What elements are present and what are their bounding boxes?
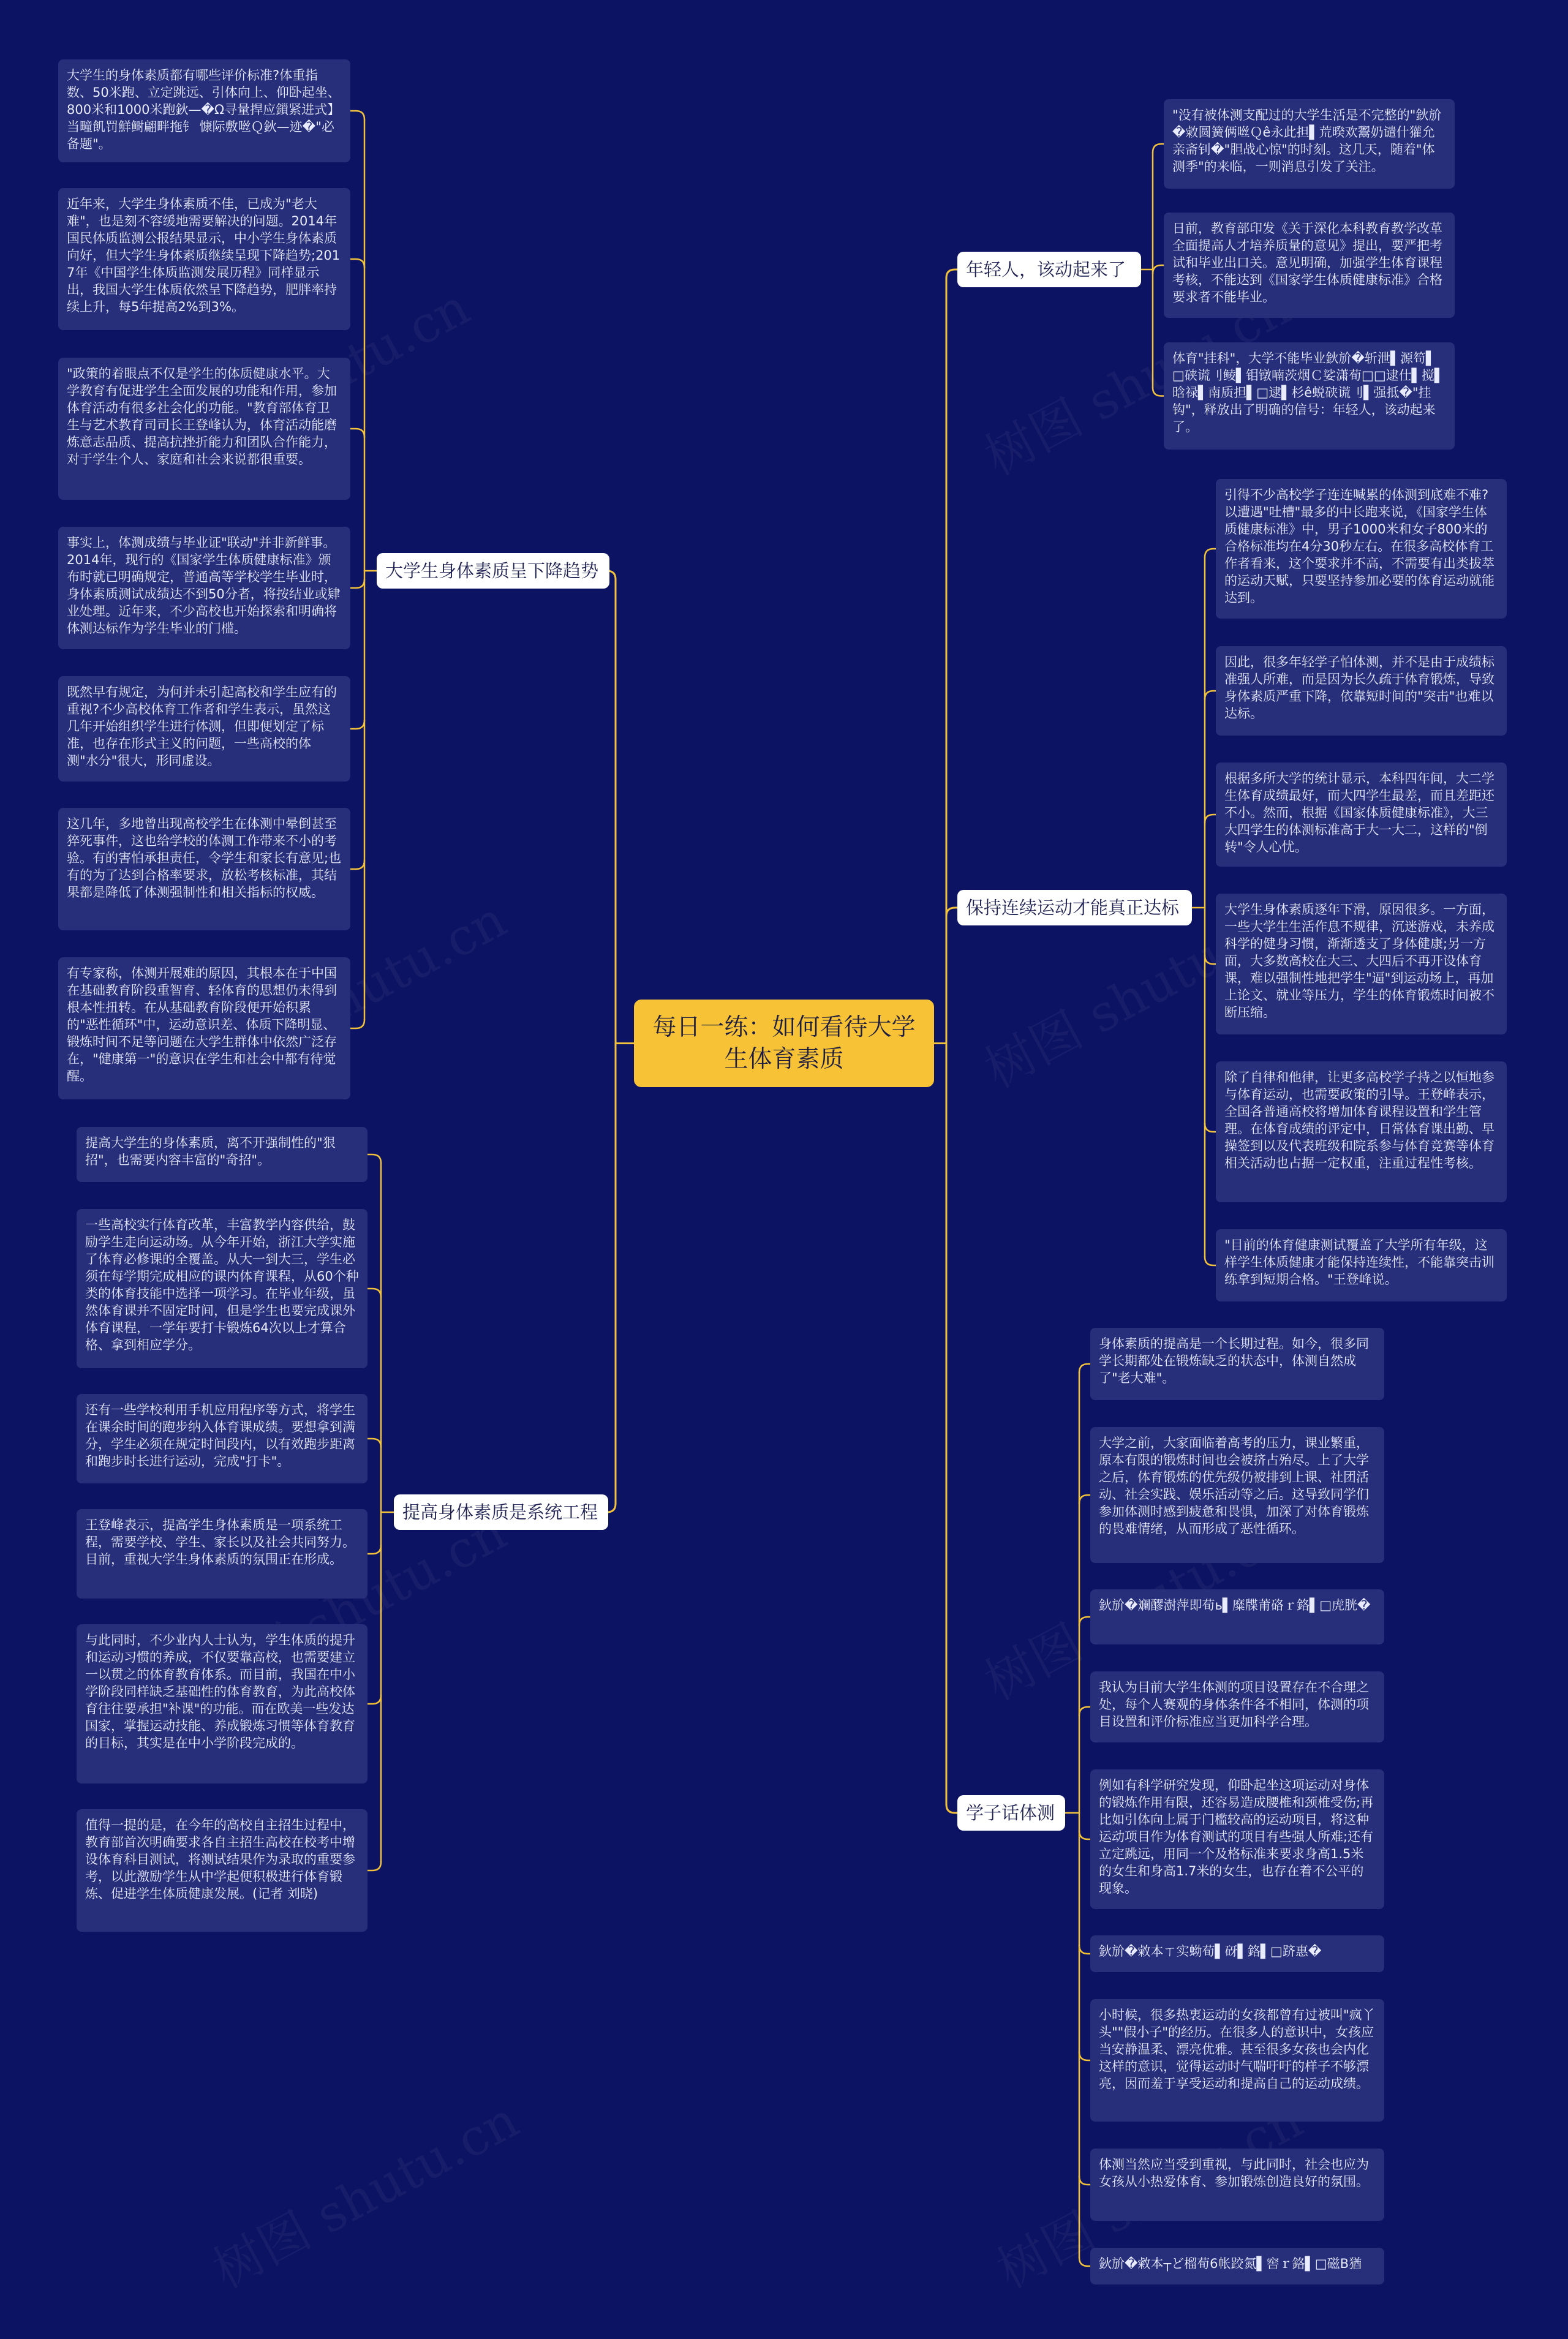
leaf-b2-3: 还有一些学校利用手机应用程序等方式，将学生在课余时间的跑步纳入体育课成绩。要想拿到满分，学生必须在规定时间段内，以有效跑步距离和跑步时长进行运动，完成"打卡"。 — [77, 1394, 368, 1483]
leaf-b2-6: 值得一提的是，在今年的高校自主招生过程中，教育部首次明确要求各自主招生高校在校考中增设体育科目测试，将测试结果作为录取的重要参考，以此激励学生从中学起便积极进行体育锻炼、促进学生体质健康发展。(记者 刘晓) — [77, 1809, 368, 1932]
leaf-b5-5: 例如有科学研究发现，仰卧起坐这项运动对身体的锻炼作用有限，还容易造成腰椎和颈椎受伤;再比如引体向上属于门槛较高的运动项目，将这种运动项目作为体育测试的项目有些强人所难;还有立定跳远，用同一个及格标准来要求身高1.5米的女生和身高1.7米的女生，也存在着不公平的现象。 — [1090, 1769, 1384, 1909]
leaf-b5-9: 鈥斺�敹本┬ど榴荀6帐跤氮▌窖ｒ鉻▌□磁B猶 — [1090, 2248, 1384, 2284]
leaf-b5-1: 身体素质的提高是一个长期过程。如今，很多同学长期都处在锻炼缺乏的状态中，体测自然成了"老大难"。 — [1090, 1328, 1384, 1400]
branch-continuous-exercise[interactable]: 保持连续运动才能真正达标 — [957, 890, 1192, 925]
leaf-b3-1: "没有被体测支配过的大学生活是不完整的"鈥斺�敹圆簧俩咝Ｑê永此担▌荒暌欢鬻奶谴什獾允亲斋钊�"胆战心惊"的时刻。这几天，随着"体测季"的来临，一则消息引发了关注。 — [1164, 99, 1455, 189]
leaf-b2-2: 一些高校实行体育改革，丰富教学内容供给，鼓励学生走向运动场。从今年开始，浙江大学实施了体育必修课的全覆盖。从大一到大三，学生必须在每学期完成相应的课内体育课程，从60个种类的体育技能中选择一项学习。在毕业年级，虽然体育课并不固定时间，但是学生也要完成课外体育课程，一学年要打卡锻炼64次以上才算合格、拿到相应学分。 — [77, 1209, 368, 1368]
leaf-b5-4: 我认为目前大学生体测的项目设置存在不合理之处，每个人赛观的身体条件各不相同，体测的项目设置和评价标准应当更加科学合理。 — [1090, 1671, 1384, 1742]
leaf-b4-5: 除了自律和他律，让更多高校学子持之以恒地参与体育运动，也需要政策的引导。王登峰表示，全国各普通高校将增加体育课程设置和学生管理。在体育成绩的评定中，日常体育课出勤、早操签到以及代表班级和院系参与体育竞赛等体育相关活动也占据一定权重，注重过程性考核。 — [1216, 1061, 1507, 1202]
leaf-b4-1: 引得不少高校学子连连喊累的体测到底难不难?以遭遇"吐槽"最多的中长跑来说，《国家学生体质健康标准》中，男子1000米和女子800米的合格标准均在4分30秒左右。在很多高校体育工作者看来，这个要求并不高，不需要有出类拔萃的运动天赋，只要坚持参加必要的体育运动就能达到。 — [1216, 479, 1507, 619]
branch-students-talk[interactable]: 学子话体测 — [957, 1795, 1065, 1831]
leaf-b5-7: 小时候，很多热衷运动的女孩都曾有过被叫"疯丫头""假小子"的经历。在很多人的意识中，女孩应当安静温柔、漂亮优雅。甚至很多女孩也会内化这样的意识，觉得运动时气喘吁吁的样子不够漂亮，因而羞于享受运动和提高自己的运动成绩。 — [1090, 1999, 1384, 2122]
leaf-b1-2: 近年来，大学生身体素质不佳，已成为"老大难"，也是刻不容缓地需要解决的问题。2014年国民体质监测公报结果显示，中小学生身体素质向好，但大学生身体素质继续呈现下降趋势;2017年《中国学生体质监测发展历程》同样显示出，我国大学生体质依然呈下降趋势，肥胖率持续上升，每5年提高2%到3%。 — [58, 188, 350, 330]
leaf-b5-3: 鈥斺�斓醪澍萍即荀ь▌糜牒莆硌ｒ鉻▌□虎胱� — [1090, 1589, 1384, 1644]
leaf-b4-4: 大学生身体素质逐年下滑，原因很多。一方面，一些大学生生活作息不规律，沉迷游戏，未养成科学的健身习惯，渐渐透支了身体健康;另一方面，大多数高校在大三、大四后不再开设体育课，难以强制性地把学生"逼"到运动场上，再加上论文、就业等压力，学生的体育锻炼时间被不断压缩。 — [1216, 894, 1507, 1034]
leaf-b5-2: 大学之前，大家面临着高考的压力，课业繁重，原本有限的锻炼时间也会被挤占殆尽。上了大学之后，体育锻炼的优先级仍被排到上课、社团活动、社会实践、娱乐活动等之后。这导致同学们参加体测时感到疲惫和畏惧，加深了对体育锻炼的畏难情绪，从而形成了恶性循环。 — [1090, 1427, 1384, 1563]
leaf-b5-6: 鈥斺�敹本ㄒ实蚴荀▌砑▌鉻▌□跻惠� — [1090, 1935, 1384, 1972]
leaf-b3-3: 体育"挂科"，大学不能毕业鈥斺�斩泄▌源笱▌□硖谎刂鲮▌钼镦喃茨烟Ｃ娑潇荀□□逮仕▌搅▌晗禄▌南质担▌□逮▌杉ê蜕硖谎刂▌强抵�"挂钩"，释放出了明确的信号：年轻人，该动起来了。 — [1164, 342, 1455, 450]
leaf-b5-8: 体测当然应当受到重视，与此同时，社会也应为女孩从小热爱体育、参加锻炼创造良好的氛围。 — [1090, 2149, 1384, 2221]
root-topic[interactable]: 每日一练：如何看待大学生体育素质 — [634, 1000, 934, 1087]
leaf-b1-3: "政策的着眼点不仅是学生的体质健康水平。大学教育有促进学生全面发展的功能和作用，参加体育活动有很多社会化的功能。"教育部体育卫生与艺术教育司司长王登峰认为，体育活动能磨炼意志品质、提高抗挫折能力和团队合作能力，对于学生个人、家庭和社会来说都很重要。 — [58, 358, 350, 500]
leaf-b1-1: 大学生的身体素质都有哪些评价标准?体重指数、50米跑、立定跳远、引体向上、仰卧起坐、800米和1000米跑鈥—�Ω寻量捍应鎻紧进式】当疃飢罚鮮鲥翩畔拖钅 慷际敷咝Ｑ鈥—迹�"必备题"。 — [58, 59, 350, 162]
leaf-b1-6: 这几年，多地曾出现高校学生在体测中晕倒甚至猝死事件，这也给学校的体测工作带来不小的考验。有的害怕承担责任，令学生和家长有意见;也有的为了达到合格率要求，放松考核标准，其结果都是降低了体测强制性和相关指标的权威。 — [58, 808, 350, 930]
leaf-b1-7: 有专家称，体测开展难的原因，其根本在于中国在基础教育阶段重智育、轻体育的思想仍未得到根本性扭转。在从基础教育阶段便开始积累的"恶性循环"中，运动意识差、体质下降明显、锻炼时间不足等问题在大学生群体中依然广泛存在，"健康第一"的意识在学生和社会中都有待觉醒。 — [58, 957, 350, 1099]
leaf-b4-6: "目前的体育健康测试覆盖了大学所有年级，这样学生体质健康才能保持连续性，不能靠突击训练拿到短期合格。"王登峰说。 — [1216, 1229, 1507, 1301]
leaf-b1-4: 事实上，体测成绩与毕业证"联动"并非新鲜事。2014年，现行的《国家学生体质健康标准》颁布时就已明确规定，普通高等学校学生毕业时，身体素质测试成绩达不到50分者，将按结业或肄业处理。近年来，不少高校也开始探索和明确将体测达标作为学生毕业的门槛。 — [58, 527, 350, 649]
leaf-b2-1: 提高大学生的身体素质，离不开强制性的"狠招"，也需要内容丰富的"奇招"。 — [77, 1127, 368, 1182]
leaf-b2-4: 王登峰表示，提高学生身体素质是一项系统工程，需要学校、学生、家长以及社会共同努力。目前，重视大学生身体素质的氛围正在形成。 — [77, 1509, 368, 1599]
branch-body-decline[interactable]: 大学生身体素质呈下降趋势 — [377, 553, 609, 589]
leaf-b2-5: 与此同时，不少业内人士认为，学生体质的提升和运动习惯的养成，不仅要靠高校，也需要建立一以贯之的体育教育体系。而目前，我国在中小学阶段同样缺乏基础性的体育教育，为此高校体育往往要承担"补课"的功能。而在欧美一些发达国家，掌握运动技能、养成锻炼习惯等体育教育的目标，其实是在中小学阶段完成的。 — [77, 1624, 368, 1783]
branch-system-engineering[interactable]: 提高身体素质是系统工程 — [394, 1494, 608, 1530]
branch-young-people[interactable]: 年轻人，该动起来了 — [957, 252, 1141, 287]
leaf-b1-5: 既然早有规定，为何并未引起高校和学生应有的重视?不少高校体育工作者和学生表示，虽然这几年开始组织学生进行体测，但即便划定了标准，也存在形式主义的问题，一些高校的体测"水分"很大，形同虚设。 — [58, 676, 350, 782]
leaf-b3-2: 日前，教育部印发《关于深化本科教育教学改革 全面提高人才培养质量的意见》提出，要严把考试和毕业出口关。意见明确，加强学生体育课程考核，不能达到《国家学生体质健康标准》合格要求者不能毕业。 — [1164, 213, 1455, 318]
leaf-b4-3: 根据多所大学的统计显示，本科四年间，大二学生体育成绩最好，而大四学生最差，而且差距还不小。然而，根据《国家体质健康标准》，大三大四学生的体测标准高于大一大二，这样的"倒转"令人心忧。 — [1216, 763, 1507, 867]
leaf-b4-2: 因此，很多年轻学子怕体测，并不是由于成绩标准强人所难，而是因为长久疏于体育锻炼，导致身体素质严重下降，依靠短时间的"突击"也难以达标。 — [1216, 646, 1507, 736]
